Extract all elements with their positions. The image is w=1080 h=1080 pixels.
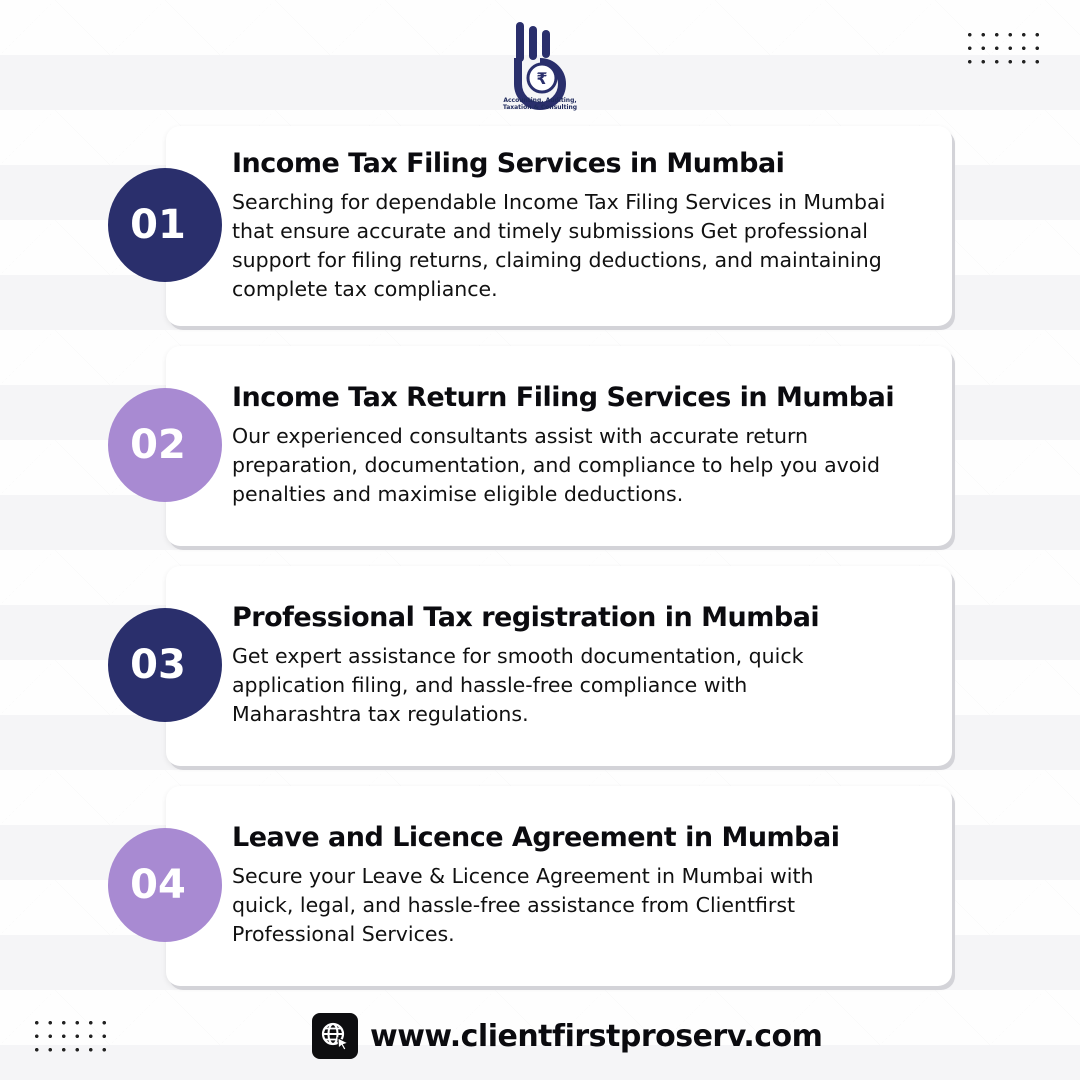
service-title: Income Tax Filing Services in Mumbai: [232, 148, 785, 179]
logo-rupee-symbol: ₹: [536, 69, 548, 88]
service-title: Leave and Licence Agreement in Mumbai: [232, 822, 840, 853]
service-number-badge: 04: [108, 828, 222, 942]
footer-website[interactable]: [312, 1013, 822, 1059]
service-description: Secure your Leave & Licence Agreement in Mumbai with quick, legal, and hassle-free assistance from Clientfirst Professional Services.: [232, 864, 814, 946]
service-number-badge: 02: [108, 388, 222, 502]
service-card-1: [166, 126, 952, 326]
service-number-badge: 01: [108, 168, 222, 282]
service-description: Searching for dependable Income Tax Filing Services in Mumbai that ensure accurate and timely submissions Get professional support for filing returns, claiming deductions, and maintaining complete tax compliance.: [232, 190, 886, 301]
service-card-2: [166, 346, 952, 546]
service-description: Get expert assistance for smooth documentation, quick application filing, and hassle-free compliance with Maharashtra tax regulations.: [232, 644, 804, 726]
decorative-dots-top-right: [963, 28, 1043, 68]
logo-tagline: Accounting, Auditing, Taxation & Consulting: [502, 97, 578, 111]
website-link[interactable]: www.clientfirstproserv.com: [370, 1018, 823, 1054]
service-card-3: [166, 566, 952, 766]
service-title: Income Tax Return Filing Services in Mumbai: [232, 382, 895, 413]
decorative-dots-bottom-left: [30, 1016, 110, 1056]
service-number-badge: 03: [108, 608, 222, 722]
service-title: Professional Tax registration in Mumbai: [232, 602, 820, 633]
globe-icon: [312, 1013, 358, 1059]
service-description: Our experienced consultants assist with accurate return preparation, documentation, and compliance to help you avoid penalties and maximise eligible deductions.: [232, 424, 881, 506]
service-card-4: [166, 786, 952, 986]
